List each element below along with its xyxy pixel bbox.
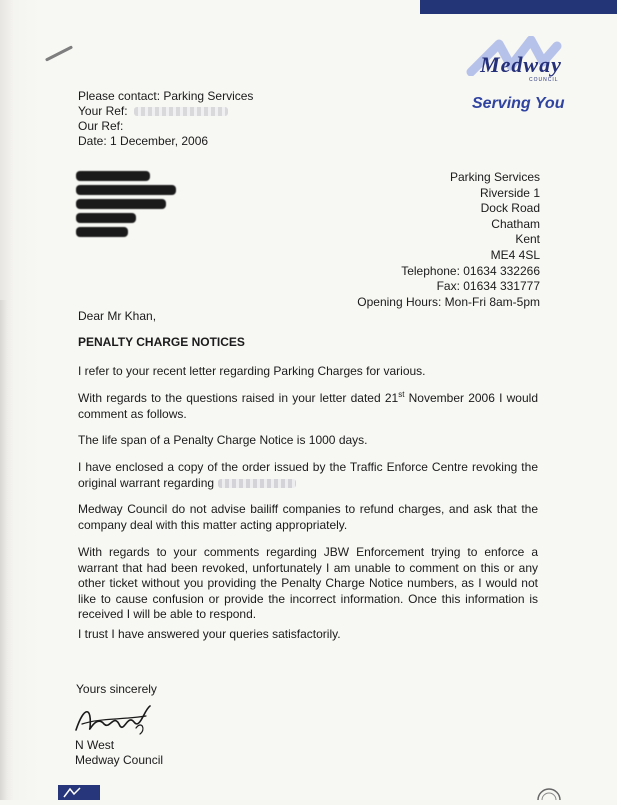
sender-telephone: Telephone: 01634 332266 xyxy=(401,263,540,278)
please-contact-line: Please contact: Parking Services xyxy=(78,89,254,103)
redacted-address-line xyxy=(76,185,176,195)
date-line: Date: 1 December, 2006 xyxy=(78,134,209,148)
sender-opening-hours: Opening Hours: Mon-Fri 8am-5pm xyxy=(357,294,540,309)
contact-block xyxy=(78,89,253,149)
logo-org-name: Medway xyxy=(480,52,562,77)
sender-address-line: ME4 4SL xyxy=(490,247,540,262)
footer-star-icon xyxy=(58,785,100,800)
our-ref-line: Our Ref: xyxy=(78,119,124,133)
signer-block xyxy=(75,738,163,768)
redacted-address-line xyxy=(76,227,128,237)
footer-seal-icon xyxy=(536,788,562,800)
paragraph-3: The life span of a Penalty Charge Notice is 1000 days. xyxy=(78,433,368,447)
medway-council-logo xyxy=(455,36,605,116)
valediction: Yours sincerely xyxy=(76,682,157,696)
your-ref-line xyxy=(78,104,253,119)
paragraph-2-ordinal: st xyxy=(398,390,405,399)
sender-address-line: Riverside 1 xyxy=(479,185,540,200)
paragraph-1: I refer to your recent letter regarding Parking Charges for various. xyxy=(78,364,426,378)
sender-address-line: Dock Road xyxy=(480,201,540,216)
paragraph-6: With regards to your comments regarding JBW Enforcement trying to enforce a warrant that had been revoked, unfortunately I am unable to comment on this or any other ticket without you providing the Penalty Charge Notice numbers, as I would not like to cause confusion or provide the incorrect information. Once this information is received I will be able to respond. xyxy=(78,545,538,621)
logo-org-subtitle: COUNCIL xyxy=(529,77,559,83)
paragraph-2 xyxy=(78,391,538,422)
paragraph-4 xyxy=(78,460,538,491)
handwritten-signature xyxy=(70,700,160,740)
sender-address-line: Kent xyxy=(515,232,540,247)
recipient-address-redacted xyxy=(76,169,186,241)
sender-address-block xyxy=(357,170,540,310)
redacted-address-line xyxy=(76,199,166,209)
redacted-reference xyxy=(134,107,228,116)
paragraph-2-end: November 2006 I would comment as follows. xyxy=(78,391,538,421)
paragraph-2-start: With regards to the questions raised in your letter dated 21 xyxy=(78,391,399,405)
redacted-address-line xyxy=(76,171,150,181)
paragraph-4-text: I have enclosed a copy of the order issued by the Traffic Enforce Centre revoking the original warrant regarding xyxy=(78,460,538,490)
salutation: Dear Mr Khan, xyxy=(78,309,157,323)
sender-address-line: Parking Services xyxy=(449,170,540,184)
signer-organisation: Medway Council xyxy=(75,753,164,767)
paragraph-5: Medway Council do not advise bailiff companies to refund charges, and ask that the company deal with this matter acting appropriately. xyxy=(78,502,538,532)
sender-address-line: Chatham xyxy=(491,216,540,231)
footer-logo-mark xyxy=(58,785,100,800)
letter-subject: PENALTY CHARGE NOTICES xyxy=(78,335,245,349)
redacted-warrant-number xyxy=(218,479,296,488)
letterhead-top-band xyxy=(420,0,617,14)
redacted-address-line xyxy=(76,213,136,223)
paragraph-7: I trust I have answered your queries satisfactorily. xyxy=(78,627,341,641)
your-ref-label: Your Ref: xyxy=(78,104,128,118)
sender-fax: Fax: 01634 331777 xyxy=(436,279,540,294)
paper-fold-shadow xyxy=(0,300,8,800)
logo-tagline: Serving You xyxy=(472,95,565,112)
signer-name: N West xyxy=(75,738,115,752)
